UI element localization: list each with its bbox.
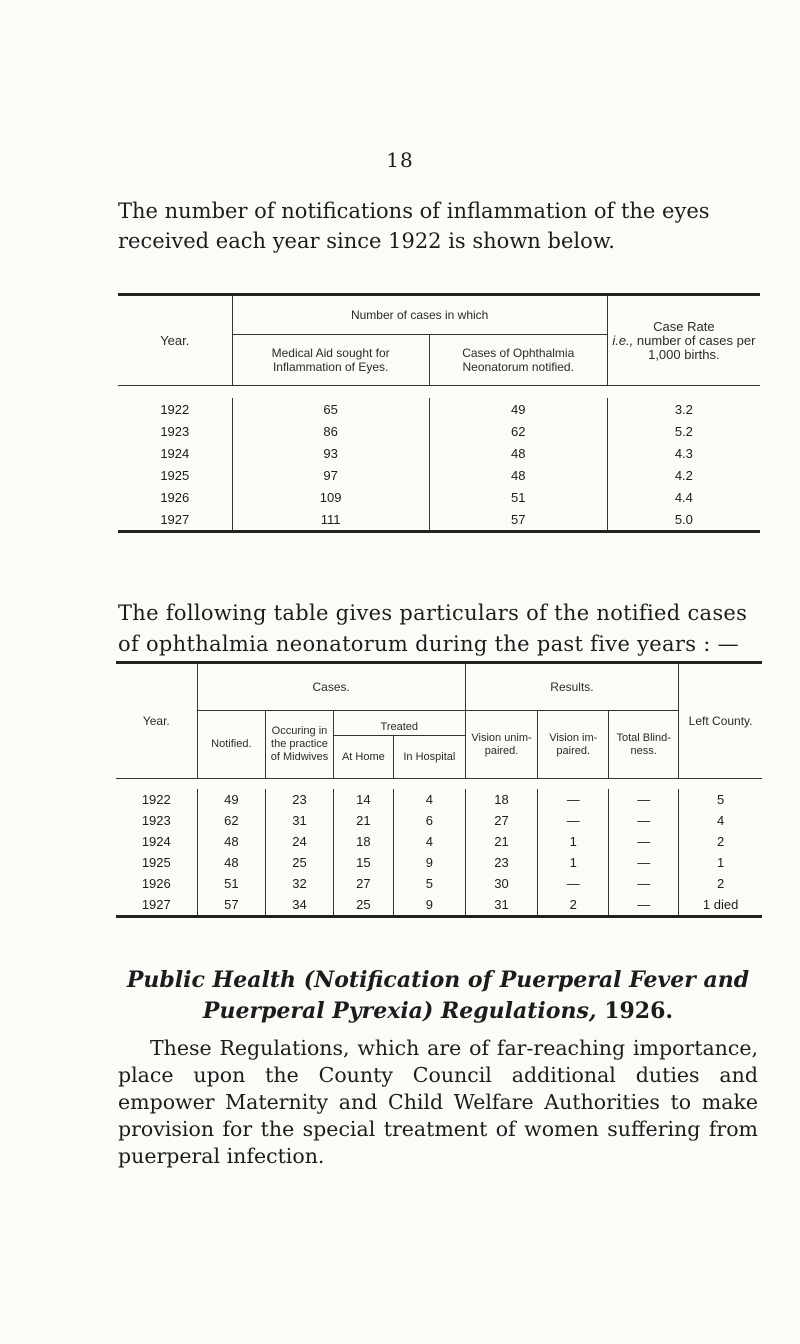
cell-medical-aid: 109 [232, 486, 429, 508]
cell-vision-unimpaired: 21 [465, 831, 538, 852]
cell-left-county: 4 [679, 810, 762, 831]
cell-year: 1926 [160, 489, 190, 505]
page-number: 18 [386, 148, 414, 172]
cell-in-hospital: 9 [393, 852, 465, 873]
cell-notified: 48 [197, 831, 266, 852]
intro-paragraph: The number of notifications of inflammation of the eyes received each year since 1922 is shown below. [118, 199, 710, 253]
cell-vision-unimpaired: 30 [465, 873, 538, 894]
notifications-table [118, 293, 760, 533]
cell-midwives: 25 [266, 852, 334, 873]
cell-ophthalmia: 48 [429, 464, 607, 486]
cell-at-home: 25 [333, 894, 393, 917]
cell-at-home: 14 [333, 789, 393, 810]
cell-vision-unimpaired: 31 [465, 894, 538, 917]
header-year: Year. [142, 713, 170, 728]
table-row [116, 789, 762, 810]
cell-midwives: 31 [266, 810, 334, 831]
cell-year: 1926 [141, 876, 171, 891]
cell-vision-unimpaired: 23 [465, 852, 538, 873]
header-vision-impaired: Vision im-paired. [538, 711, 609, 779]
cell-case-rate: 3.2 [607, 398, 760, 420]
cell-total-blindness: — [609, 789, 679, 810]
header-case-rate [607, 295, 760, 386]
cell-notified: 51 [197, 873, 266, 894]
case-rate-description: number of cases per 1,000 births. [633, 332, 756, 362]
cell-at-home: 21 [333, 810, 393, 831]
header-medical-aid: Medical Aid sought for Inflammation of Eyes. [232, 335, 429, 386]
cell-in-hospital: 9 [393, 894, 465, 917]
cell-year: 1923 [160, 423, 190, 439]
header-number-of-cases: Number of cases in which [232, 295, 607, 335]
table-row [118, 464, 760, 486]
table-row [118, 398, 760, 420]
section-body: These Regulations, which are of far-reaching importance, place upon the County Council additional duties and empower Maternity and Child Welfare Authorities to make provision for the special treatment of women suffering from puerperal infection. [118, 1036, 758, 1168]
cell-vision-impaired: — [538, 873, 609, 894]
cell-case-rate: 4.4 [607, 486, 760, 508]
cell-in-hospital: 6 [393, 810, 465, 831]
cell-medical-aid: 93 [232, 442, 429, 464]
cell-at-home: 18 [333, 831, 393, 852]
cell-vision-impaired: 2 [538, 894, 609, 917]
section-heading-year: 1926. [604, 998, 674, 1024]
header-vision-unimpaired: Vision unim-paired. [465, 711, 538, 779]
case-rate-ie: i.e., [612, 332, 634, 348]
cell-year: 1922 [160, 401, 190, 417]
cell-medical-aid: 97 [232, 464, 429, 486]
header-treated: Treated [333, 711, 465, 736]
cell-vision-impaired: 1 [538, 831, 609, 852]
cell-total-blindness: — [609, 852, 679, 873]
cell-notified: 62 [197, 810, 266, 831]
header-cases: Cases. [197, 663, 465, 711]
cell-left-county: 1 died [679, 894, 762, 917]
cell-at-home: 15 [333, 852, 393, 873]
cell-total-blindness: — [609, 831, 679, 852]
cell-in-hospital: 4 [393, 789, 465, 810]
cell-midwives: 32 [266, 873, 334, 894]
cell-in-hospital: 4 [393, 831, 465, 852]
cell-medical-aid: 86 [232, 420, 429, 442]
table-row [116, 894, 762, 917]
cell-ophthalmia: 51 [429, 486, 607, 508]
cell-total-blindness: — [609, 810, 679, 831]
cell-notified: 48 [197, 852, 266, 873]
cell-left-county: 2 [679, 873, 762, 894]
intro-paragraph-2: The following table gives particulars of the notified cases of ophthalmia neonatorum during the past five years : — [118, 601, 748, 656]
cell-ophthalmia: 48 [429, 442, 607, 464]
cell-case-rate: 4.3 [607, 442, 760, 464]
cell-vision-unimpaired: 18 [465, 789, 538, 810]
cell-year: 1923 [141, 813, 171, 828]
table-row [116, 810, 762, 831]
cell-vision-impaired: — [538, 789, 609, 810]
cell-total-blindness: — [609, 873, 679, 894]
cell-at-home: 27 [333, 873, 393, 894]
cell-ophthalmia: 57 [429, 508, 607, 532]
section-heading-title: Public Health (Notification of Puerperal Fever and Puerperal Pyrexia) Regulations, [126, 967, 750, 1024]
cell-year: 1924 [141, 834, 171, 849]
cell-notified: 49 [197, 789, 266, 810]
cell-year: 1925 [160, 467, 190, 483]
cell-total-blindness: — [609, 894, 679, 917]
table-row [118, 442, 760, 464]
header-results: Results. [465, 663, 678, 711]
table-row [118, 420, 760, 442]
cell-left-county: 2 [679, 831, 762, 852]
cell-left-county: 5 [679, 789, 762, 810]
section-heading [118, 965, 758, 1027]
cell-ophthalmia: 62 [429, 420, 607, 442]
case-rate-title: Case Rate [653, 318, 715, 334]
cell-notified: 57 [197, 894, 266, 917]
cell-midwives: 23 [266, 789, 334, 810]
cell-year: 1927 [141, 897, 171, 912]
cell-case-rate: 5.0 [607, 508, 760, 532]
header-in-hospital: In Hospital [393, 736, 465, 779]
header-notified: Notified. [197, 711, 266, 779]
cell-vision-impaired: 1 [538, 852, 609, 873]
header-year: Year. [160, 332, 190, 348]
header-at-home: At Home [333, 736, 393, 779]
cell-ophthalmia: 49 [429, 398, 607, 420]
cell-in-hospital: 5 [393, 873, 465, 894]
cell-midwives: 24 [266, 831, 334, 852]
header-total-blindness: Total Blind-ness. [609, 711, 679, 779]
cell-medical-aid: 111 [232, 508, 429, 532]
cell-year: 1924 [160, 445, 190, 461]
table-row [116, 852, 762, 873]
cell-vision-impaired: — [538, 810, 609, 831]
table-row [116, 831, 762, 852]
table-row [116, 873, 762, 894]
table-row [118, 486, 760, 508]
cell-left-county: 1 [679, 852, 762, 873]
cell-midwives: 34 [266, 894, 334, 917]
cell-vision-unimpaired: 27 [465, 810, 538, 831]
cell-year: 1927 [160, 511, 190, 527]
cell-year: 1922 [141, 792, 171, 807]
header-midwives: Occuring in the practice of Midwives [266, 711, 334, 779]
cell-case-rate: 4.2 [607, 464, 760, 486]
header-left-county: Left County. [679, 663, 762, 779]
header-ophthalmia: Cases of Ophthalmia Neonatorum notified. [429, 335, 607, 386]
cell-medical-aid: 65 [232, 398, 429, 420]
table-row [118, 508, 760, 532]
ophthalmia-particulars-table [116, 661, 762, 918]
cell-case-rate: 5.2 [607, 420, 760, 442]
cell-year: 1925 [141, 855, 171, 870]
